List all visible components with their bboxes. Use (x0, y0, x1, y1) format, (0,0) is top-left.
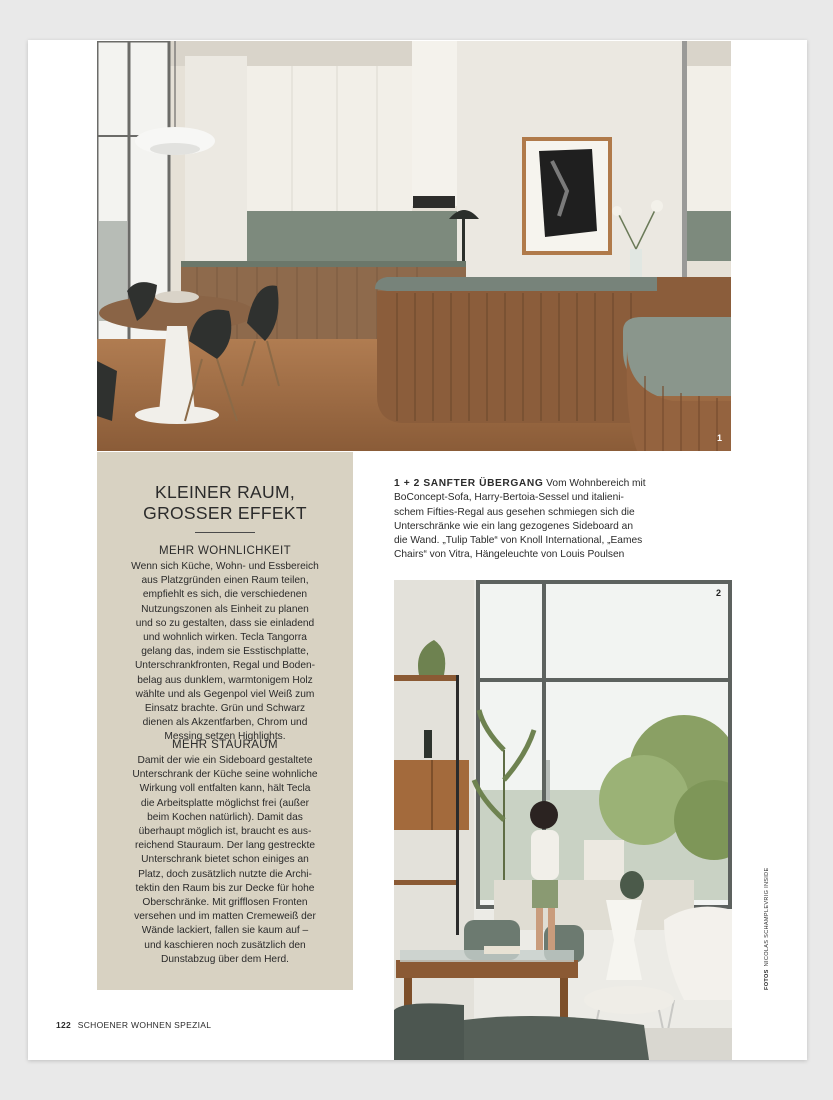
publication-name: SCHOENER WOHNEN SPEZIAL (77, 1020, 212, 1030)
section-1-body (119, 560, 331, 745)
body-line: wählte und als Gegenpol viel Weiß zum (135, 688, 315, 700)
body-line: dienen als Akzentfarben, Chrom und (142, 717, 308, 729)
body-line: Unterschrank der Küche seine wohnliche (132, 769, 318, 781)
caption-line: Unterschränke wie ein lang gezogenes Sideboard an (394, 520, 633, 532)
body-line: beim Kochen natürlich). Damit das (147, 811, 303, 823)
section-2-body (119, 754, 331, 967)
caption-line: BoConcept-Sofa, Harry-Bertoia-Sessel und italieni- (394, 492, 624, 504)
living-room-photo (394, 580, 732, 1060)
body-line: empfiehlt es sich, die verschiedenen (142, 589, 308, 601)
body-line: Messing setzen Highlights. (164, 731, 286, 743)
body-line: Einsatz brachte. Grün und Schwarz (144, 703, 306, 715)
article-textbox (97, 452, 353, 990)
headline-divider (195, 532, 255, 533)
caption-line: Chairs“ von Vitra, Hängeleuchte von Louis Poulsen (394, 549, 625, 561)
body-line: Nutzungszonen als Einheit zu planen (141, 603, 309, 615)
photo-number-2: 2 (716, 588, 722, 598)
body-line: Platz, doch zusätzlich nutzte die Archi- (138, 868, 312, 880)
living-room-illustration (394, 580, 732, 1060)
body-line: Unterschrank bietet schon einiges an (141, 854, 309, 866)
photo-number-1: 1 (717, 433, 723, 443)
caption-line (394, 477, 684, 491)
caption-text: Vom Wohnbereich mit (543, 478, 646, 489)
article-headline (97, 482, 353, 524)
kitchen-photo (97, 41, 731, 451)
caption-line: die Wand. „Tulip Table“ von Knoll International, „Eames (394, 535, 643, 547)
credit-label: FOTOS (764, 969, 770, 990)
credit-name: NICOLAS SCHAMPLEVRIG INSIDE (764, 867, 770, 967)
body-line: die Arbeitsplatte möglichst frei (außer (140, 797, 310, 809)
body-line: Wände lackiert, fallen sie kaum auf – (141, 925, 309, 937)
body-line: und wohnlich wirken. Tecla Tangorra (143, 632, 307, 644)
body-line: tektin den Raum bis zur Decke für hohe (135, 882, 315, 894)
body-line: Damit der wie ein Sideboard gestaltete (137, 755, 313, 766)
body-line: und kaschieren noch zusätzlich den (144, 939, 306, 951)
body-line: reichend Stauraum. Der lang gestreckte (134, 840, 316, 852)
page-number: 122 (56, 1020, 72, 1030)
page-footer (56, 1020, 211, 1030)
body-line: und so zu gestalten, dass sie einladend (135, 617, 315, 629)
body-line: gelang das, indem sie Esstischplatte, (141, 646, 309, 658)
body-line: Oberschränke. Mit grifflosen Fronten (142, 897, 308, 909)
photo-credit (764, 867, 770, 990)
caption-line: schem Fifties-Regal aus gesehen schmiegen sich die (394, 506, 635, 518)
body-line: versehen und im matten Cremeweiß der (134, 911, 316, 923)
headline-line-1: KLEINER RAUM, (154, 482, 296, 502)
headline-line-2: GROSSER EFFEKT (143, 503, 307, 523)
magazine-page (28, 40, 807, 1060)
body-line: Wirkung voll entfalten kann, hält Tecla (139, 783, 311, 795)
photo-caption (394, 477, 684, 563)
body-line: überhaupt möglich ist, braucht es aus- (138, 826, 312, 838)
body-line: Dunstabzug über dem Herd. (161, 953, 289, 965)
body-line: Unterschrankfronten, Regal und Boden- (134, 660, 316, 672)
kitchen-illustration (97, 41, 731, 451)
section-1-title: MEHR WOHNLICHKEIT (158, 545, 292, 557)
body-line: aus Platzgründen einen Raum teilen, (141, 575, 309, 587)
caption-lead: 1 + 2 SANFTER ÜBERGANG (394, 478, 544, 489)
body-line: Wenn sich Küche, Wohn- und Essbereich (131, 561, 319, 572)
body-line: belag aus dunklem, warmtonigem Holz (137, 674, 313, 686)
section-2-title: MEHR STAURAUM (172, 739, 278, 751)
